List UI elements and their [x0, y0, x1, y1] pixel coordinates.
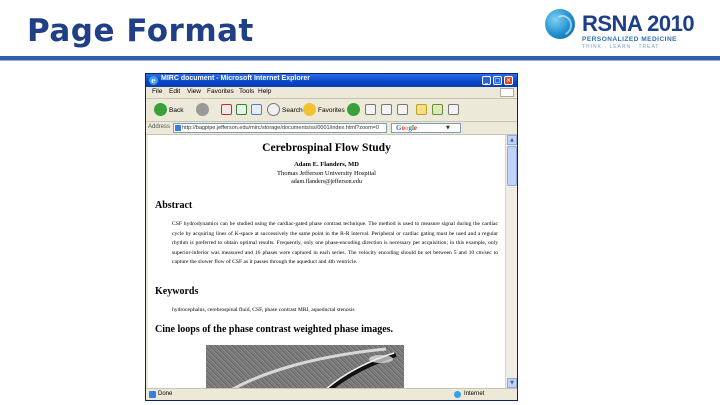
abstract-heading: Abstract [155, 200, 193, 211]
window-titlebar[interactable] [146, 74, 517, 87]
media-icon[interactable] [347, 103, 360, 116]
status-zone: Internet [464, 391, 485, 397]
toolbar [146, 99, 517, 122]
globe-icon [545, 9, 575, 39]
refresh-icon[interactable] [236, 104, 247, 115]
document-content [148, 135, 505, 388]
keywords-heading: Keywords [155, 286, 199, 297]
rsna-logo [545, 9, 705, 53]
address-input[interactable] [173, 123, 387, 133]
scroll-up-arrow-icon[interactable]: ▲ [507, 135, 517, 145]
messenger-icon[interactable] [448, 104, 459, 115]
abstract-text: CSF hydrodynamics can be studied using the cardiac-gated phase contrast technique. The method is used to measure signal during the cardiac cycle by acquiring lines of K-space at successively the same point in the R-R interval. Peripheral or cardiac gating must be used and a regular rhythm is preferred to obtain optimal results. Frequently, only one phase-encoding direction is necessary per acquisition; in this example, only superior-inferior was measured and 16 phases were captured in each series. The velocity encoding should be set between 5 and 10 cm/sec to capture the slower flow of CSF as it passes through the aqueduct and 4th ventricle. [172, 221, 498, 265]
edit-icon[interactable] [397, 104, 408, 115]
home-icon[interactable] [251, 104, 262, 115]
window-title: MIRC document - Microsoft Internet Explorer [161, 75, 310, 82]
google-toolbar[interactable] [391, 123, 461, 133]
back-label[interactable]: Back [169, 107, 184, 114]
scroll-thumb[interactable] [507, 146, 517, 186]
header-divider-thin [0, 60, 720, 61]
search-icon[interactable] [267, 103, 280, 116]
logo-tagline: PERSONALIZED MEDICINE [582, 36, 678, 43]
menu-tools[interactable]: Tools [239, 88, 255, 95]
status-done: Done [158, 391, 173, 397]
google-label: Google [396, 124, 418, 132]
mri-cine-image[interactable] [206, 345, 404, 388]
vertical-scrollbar[interactable] [505, 135, 517, 388]
print-icon[interactable] [381, 104, 392, 115]
internet-zone-icon [454, 391, 461, 398]
address-bar [146, 122, 517, 135]
document-author: Adam E. Flanders, MD [294, 161, 359, 168]
menu-help[interactable]: Help [258, 88, 272, 95]
address-label: Address [148, 124, 171, 130]
page-icon [175, 125, 181, 131]
document-title: Cerebrospinal Flow Study [262, 142, 391, 154]
cine-heading: Cine loops of the phase contrast weighted phase images. [155, 324, 394, 335]
forward-icon[interactable] [196, 103, 209, 116]
chevron-down-icon[interactable]: ▼ [446, 125, 450, 131]
slide-title: Page Format [27, 13, 254, 49]
search-label[interactable]: Search [282, 107, 303, 114]
stop-icon[interactable] [221, 104, 232, 115]
browser-window [145, 73, 518, 401]
minimize-button[interactable]: _ [482, 76, 491, 85]
document-email[interactable]: adam.flanders@jefferson.edu [291, 179, 362, 185]
menu-file[interactable]: File [152, 88, 163, 95]
favorites-label[interactable]: Favorites [318, 107, 345, 114]
mail-icon[interactable] [365, 104, 376, 115]
scroll-down-arrow-icon[interactable]: ▼ [507, 378, 517, 388]
menu-favorites[interactable]: Favorites [207, 88, 234, 95]
folder-icon[interactable] [416, 104, 427, 115]
keywords-text: hydrocephalus, cerebrospinal fluid, CSF, phase contrast MRI, aqueductal stenosis [172, 307, 355, 313]
favorites-icon[interactable] [303, 103, 316, 116]
page-done-icon [149, 391, 156, 398]
document-affiliation: Thomas Jefferson University Hospital [277, 170, 376, 177]
menu-bar [146, 87, 517, 99]
logo-name: RSNA 2010 [582, 11, 695, 36]
close-button[interactable]: × [505, 77, 512, 84]
back-icon[interactable] [154, 103, 167, 116]
discuss-icon[interactable] [432, 104, 443, 115]
logo-subtagline: THINK · LEARN · TREAT [582, 44, 660, 50]
maximize-button[interactable]: □ [494, 77, 501, 84]
menu-edit[interactable]: Edit [169, 88, 181, 95]
address-url: http://bagpipe.jefferson.edu/mirc/storage/documents/ss/0001/index.html?zoom=0 [182, 125, 379, 131]
windows-logo-icon [500, 88, 514, 97]
menu-view[interactable]: View [187, 88, 201, 95]
ie-icon: e [149, 76, 158, 85]
status-bar [146, 388, 517, 401]
